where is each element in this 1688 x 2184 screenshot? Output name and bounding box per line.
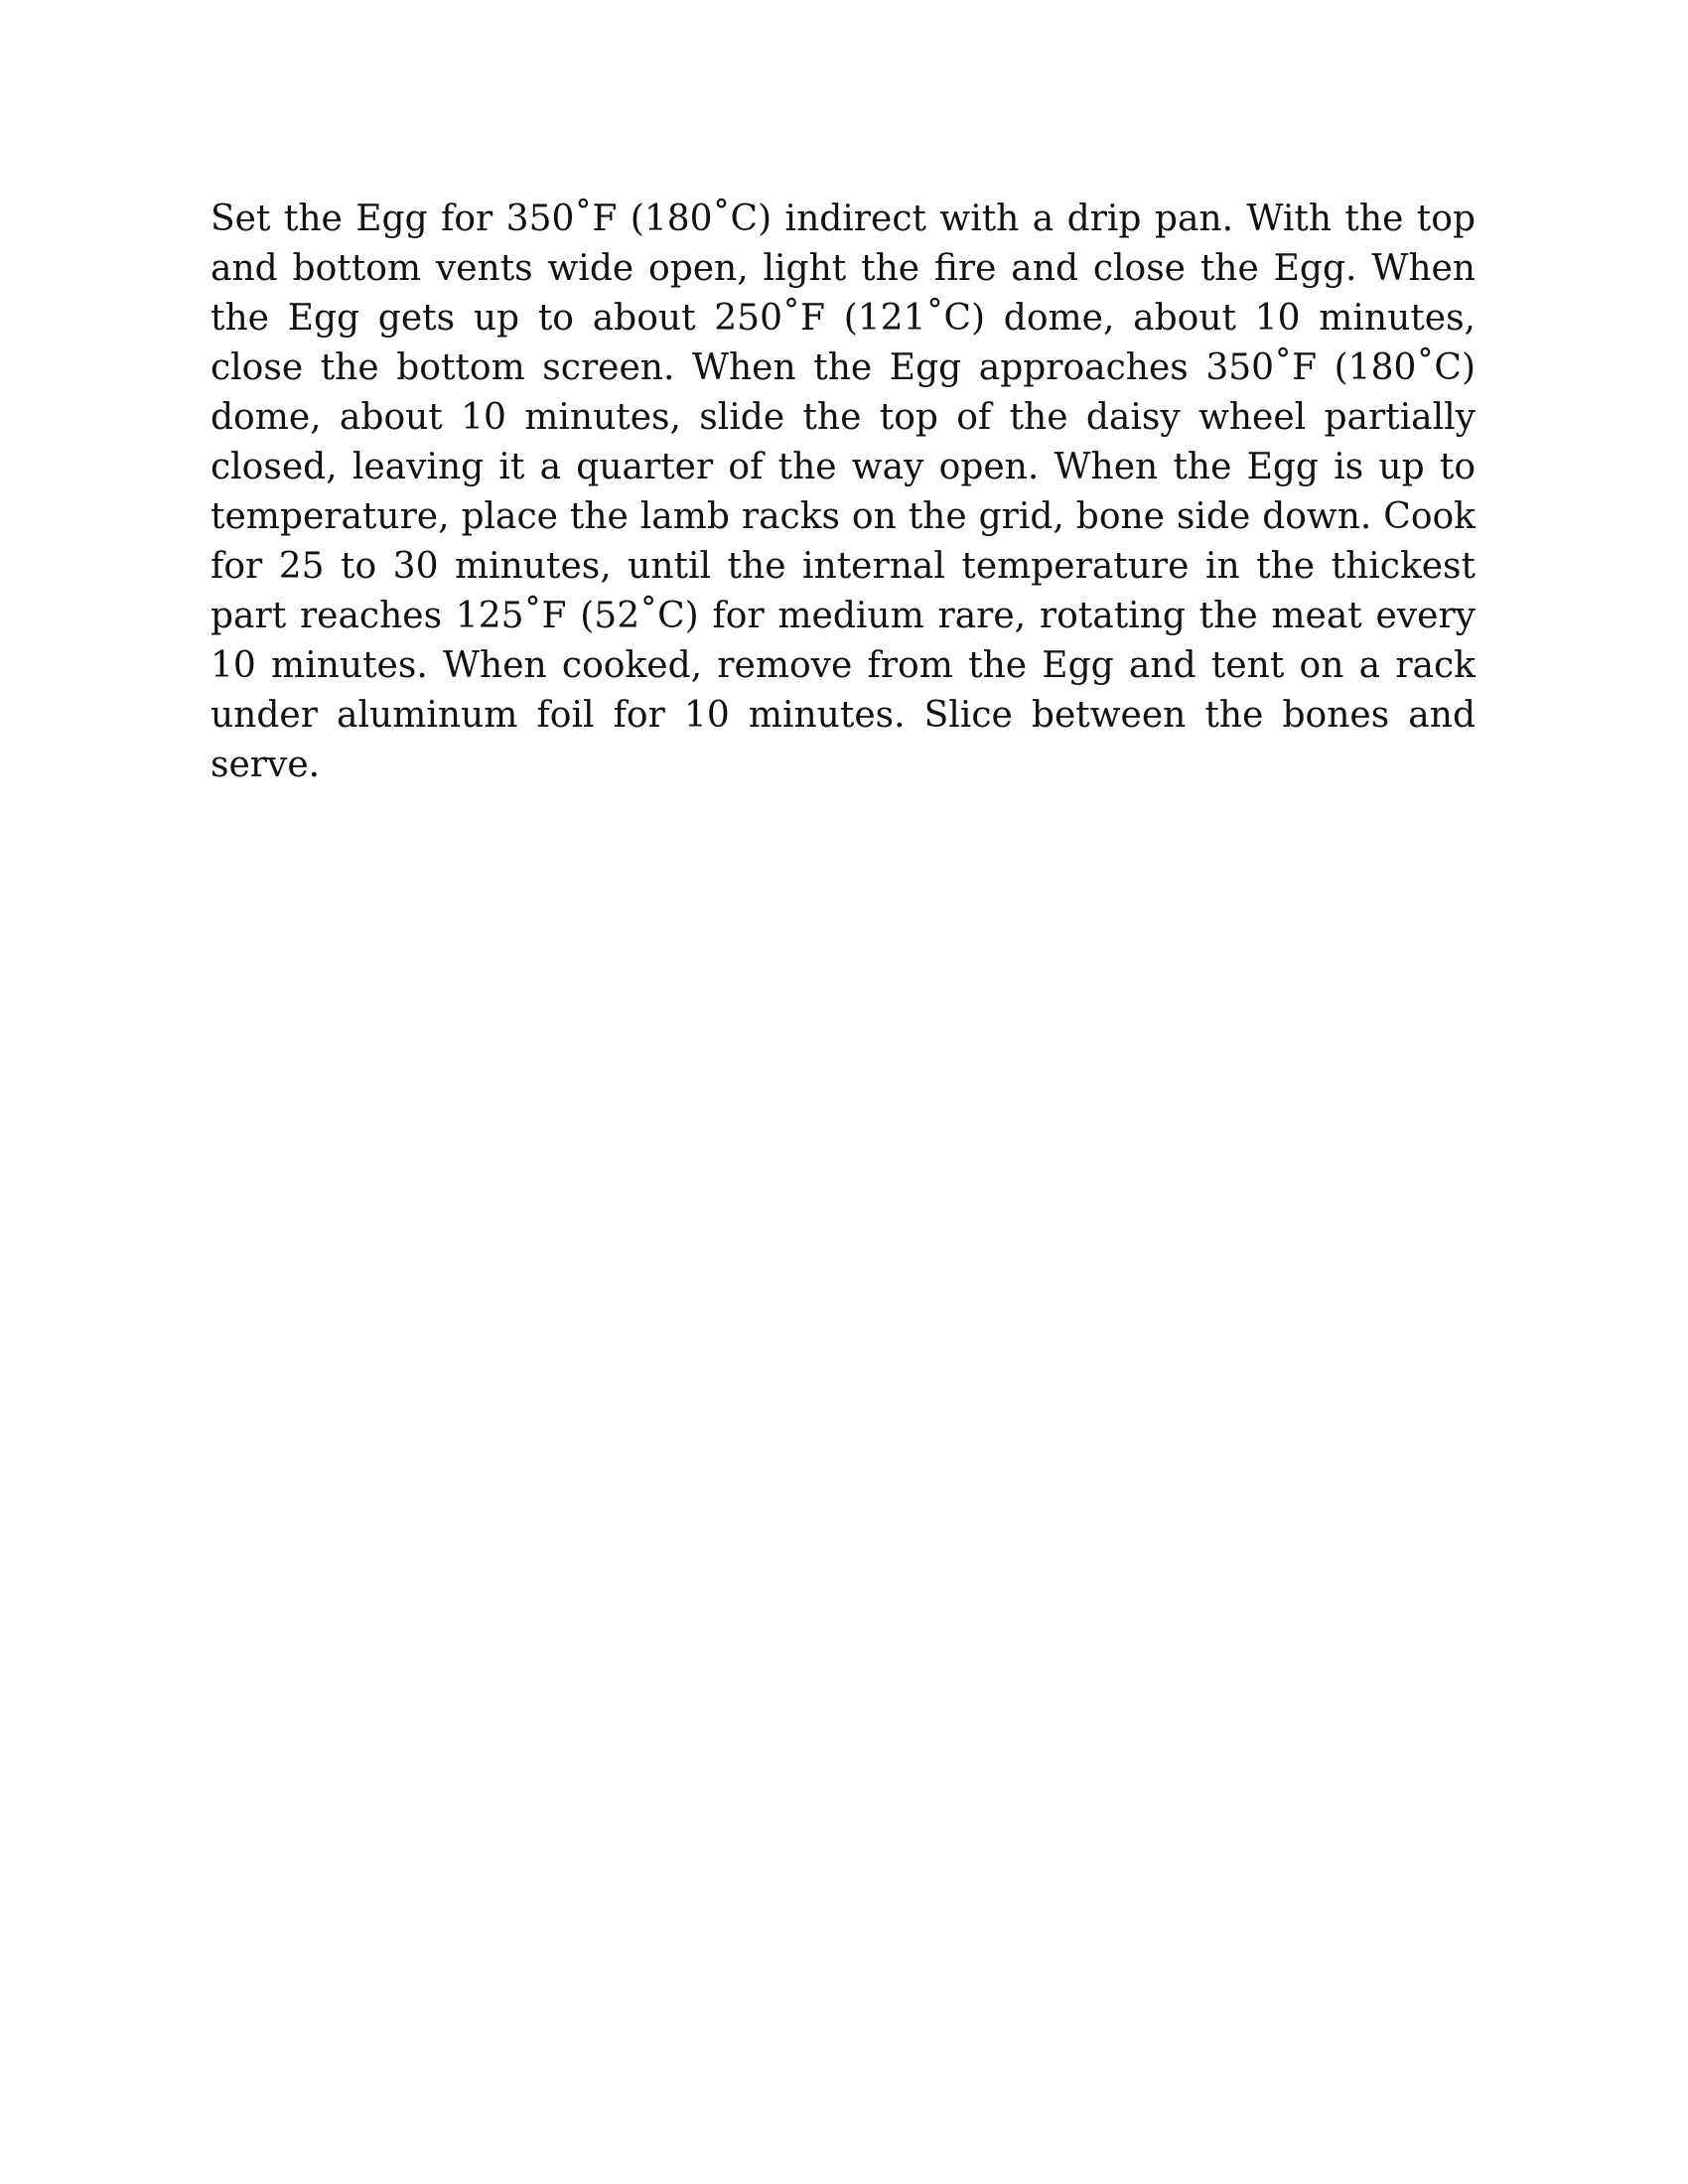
recipe-instructions-paragraph: Set the Egg for 350˚F (180˚C) indirect with a drip pan. With the top and bottom vents wide open, light the fire and close the Egg. When the Egg gets up to about 250˚F (121˚C) dome, about 10 minutes, close the bottom screen. When the Egg approaches 350˚F (180˚C) dome, about 10 minutes, slide the top of the daisy wheel partially closed, leaving it a quarter of the way open. When the Egg is up to temperature, place the lamb racks on the grid, bone side down. Cook for 25 to 30 minutes, until the internal temperature in the thickest part reaches 125˚F (52˚C) for medium rare, rotating the meat every 10 minutes. When cooked, remove from the Egg and tent on a rack under aluminum foil for 10 minutes. Slice between the bones and serve.: [211, 199, 1476, 785]
